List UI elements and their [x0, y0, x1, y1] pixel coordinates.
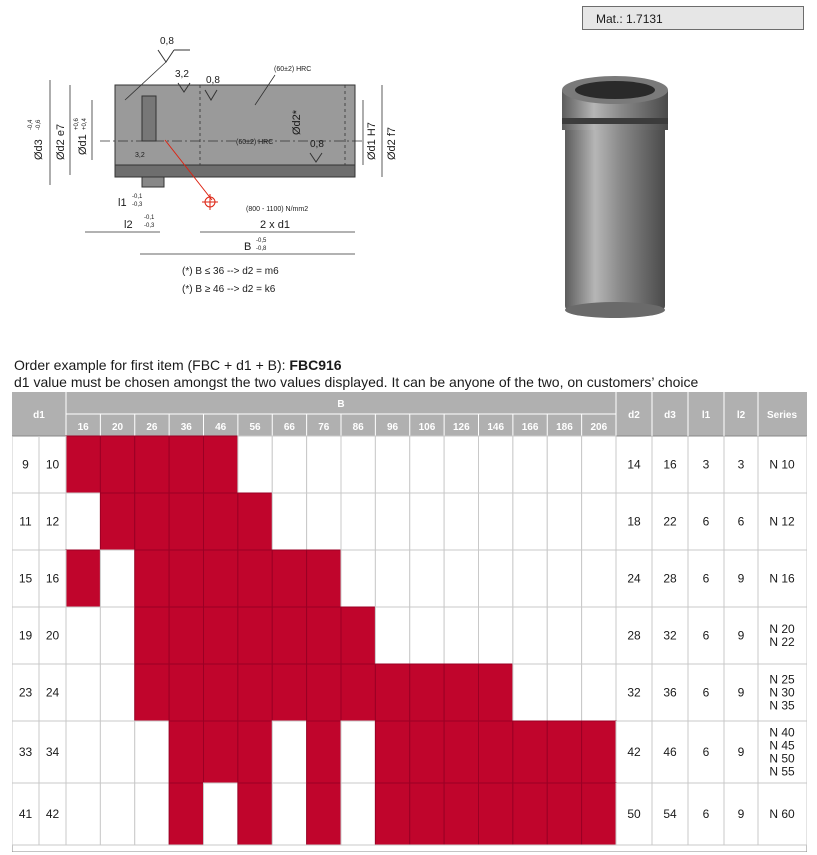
l2-label: l2 [124, 219, 133, 231]
empty-cell [135, 783, 169, 845]
b-header-66: 66 [283, 422, 295, 433]
table-row [12, 436, 807, 493]
available-cell [375, 783, 409, 845]
header-l1: l1 [701, 410, 711, 421]
svg-text:+0,4: +0,4 [82, 118, 88, 130]
empty-cell [66, 783, 100, 845]
available-cell [238, 664, 272, 721]
available-cell [513, 783, 547, 845]
empty-cell [66, 607, 100, 664]
empty-cell [100, 550, 134, 607]
oil-hole [142, 96, 156, 141]
available-cell [547, 721, 581, 783]
available-cell [272, 607, 306, 664]
available-cell [444, 721, 478, 783]
empty-cell [547, 493, 581, 550]
available-cell [307, 550, 341, 607]
available-cell [135, 550, 169, 607]
hardness-label: (60±2) HRC [236, 139, 274, 146]
cell-d1b: 24 [45, 685, 60, 700]
cell-series: N 45 [769, 738, 795, 753]
available-cell [479, 783, 513, 845]
available-cell [204, 493, 238, 550]
available-cell [479, 721, 513, 783]
empty-cell [341, 550, 375, 607]
available-cell [375, 664, 409, 721]
svg-text:-0,8: -0,8 [256, 246, 267, 252]
header-series: Series [766, 410, 798, 421]
empty-cell [410, 493, 444, 550]
empty-cell [444, 550, 478, 607]
empty-cell [479, 493, 513, 550]
available-cell [513, 721, 547, 783]
available-cell [169, 550, 203, 607]
svg-text:-0,3: -0,3 [144, 223, 155, 229]
cell-d2: 50 [627, 807, 641, 821]
empty-cell [100, 664, 134, 721]
cell-d1b: 20 [45, 628, 60, 643]
cell-d3: 28 [663, 571, 677, 586]
cell-l1: 6 [702, 685, 710, 700]
cell-series: N 40 [769, 725, 795, 740]
available-cell [444, 664, 478, 721]
empty-cell [513, 436, 547, 493]
cell-l1: 6 [702, 628, 710, 643]
available-cell [444, 783, 478, 845]
cell-l2: 9 [737, 745, 745, 759]
available-cell [66, 436, 100, 493]
b-label: B [244, 241, 252, 253]
b-header-26: 26 [146, 422, 158, 433]
empty-cell [547, 607, 581, 664]
order-example-code: FBC916 [289, 357, 342, 373]
empty-cell [410, 607, 444, 664]
availability-table [12, 392, 807, 852]
cell-series: N 10 [769, 457, 795, 472]
cell-d1b: 10 [45, 457, 60, 472]
d2f7-label: Ød2 f7 [386, 126, 398, 160]
available-cell [135, 664, 169, 721]
empty-cell [582, 664, 616, 721]
svg-text:-0,1: -0,1 [144, 215, 155, 221]
cell-l1: 6 [702, 514, 710, 529]
empty-cell [547, 436, 581, 493]
table-body [12, 436, 807, 845]
cell-l2: 9 [737, 571, 745, 586]
cell-series: N 12 [769, 514, 795, 529]
empty-cell [135, 721, 169, 783]
cell-l2: 9 [737, 807, 745, 821]
svg-text:-0,3: -0,3 [132, 202, 143, 208]
available-cell [582, 783, 616, 845]
tensile-label: (800 - 1100) N/mm2 [246, 206, 309, 213]
empty-cell [375, 493, 409, 550]
cell-d1a: 15 [18, 571, 33, 586]
empty-cell [547, 664, 581, 721]
b-header-36: 36 [180, 422, 192, 433]
available-cell [169, 436, 203, 493]
d1-label: Ød1 [77, 134, 89, 155]
available-cell [100, 436, 134, 493]
cell-d2: 32 [627, 685, 641, 700]
cell-l2: 6 [737, 514, 745, 529]
cell-l1: 6 [702, 807, 710, 821]
cell-d1b: 34 [45, 745, 60, 759]
cell-d1b: 42 [45, 807, 60, 821]
cell-l1: 3 [702, 457, 710, 472]
cell-series: N 35 [769, 698, 795, 713]
cell-d1a: 11 [19, 514, 32, 529]
cell-series: N 55 [769, 764, 795, 779]
cell-d3: 22 [663, 514, 677, 529]
empty-cell [307, 436, 341, 493]
bushing-bore [575, 81, 655, 99]
available-cell [307, 607, 341, 664]
b-header-16: 16 [77, 422, 89, 433]
b-header-20: 20 [112, 422, 124, 433]
empty-cell [513, 493, 547, 550]
available-cell [272, 664, 306, 721]
two-d1-label: 2 x d1 [260, 219, 290, 231]
available-cell [135, 436, 169, 493]
available-cell [479, 664, 513, 721]
d2e7-label: Ød2 e7 [55, 123, 67, 160]
available-cell [307, 721, 341, 783]
technical-drawing [20, 20, 440, 300]
empty-cell [100, 721, 134, 783]
empty-cell [272, 721, 306, 783]
cell-d1a: 41 [18, 807, 33, 821]
order-note: d1 value must be chosen amongst the two values displayed. It can be anyone of the two, on customers’ choice [14, 374, 699, 390]
available-cell [375, 721, 409, 783]
available-cell [169, 664, 203, 721]
empty-cell [375, 550, 409, 607]
table-row [12, 721, 807, 783]
cell-d1b: 16 [45, 571, 60, 586]
empty-cell [272, 493, 306, 550]
roughness-label: 0,8 [310, 139, 324, 150]
d3-label: Ød3 [33, 139, 45, 160]
available-cell [135, 607, 169, 664]
empty-cell [66, 493, 100, 550]
cell-l1: 6 [702, 745, 710, 759]
cell-series: N 25 [769, 672, 795, 687]
empty-cell [582, 436, 616, 493]
empty-cell [100, 607, 134, 664]
cell-d1a: 19 [18, 628, 33, 643]
table-row [12, 550, 807, 607]
b-header-56: 56 [249, 422, 261, 433]
empty-cell [479, 436, 513, 493]
cell-d1a: 33 [18, 745, 33, 759]
available-cell [135, 493, 169, 550]
material-label: Mat.: 1.7131 [582, 6, 804, 30]
cell-series: N 22 [769, 635, 795, 649]
svg-text:-0,1: -0,1 [132, 194, 143, 200]
empty-cell [375, 436, 409, 493]
cell-d1a: 23 [18, 685, 33, 700]
roughness-icon [158, 50, 174, 62]
note-1: (*) B ≤ 36 --> d2 = m6 [182, 266, 279, 277]
header-d3: d3 [664, 410, 676, 421]
empty-cell [582, 607, 616, 664]
cell-l2: 9 [737, 685, 745, 700]
order-example-text: Order example for first item (FBC + d1 + B): [14, 357, 290, 373]
empty-cell [582, 550, 616, 607]
empty-cell [444, 493, 478, 550]
b-header-76: 76 [318, 422, 330, 433]
available-cell [272, 550, 306, 607]
cell-series: N 60 [769, 807, 795, 821]
available-cell [341, 607, 375, 664]
available-cell [238, 550, 272, 607]
available-cell [204, 436, 238, 493]
available-cell [238, 493, 272, 550]
collar [142, 177, 164, 187]
roughness-label: 3,2 [135, 152, 145, 159]
empty-cell [272, 783, 306, 845]
product-photo [540, 60, 690, 320]
b-header-146: 146 [487, 422, 505, 433]
empty-cell [444, 436, 478, 493]
table-row [12, 664, 807, 721]
empty-cell [341, 721, 375, 783]
empty-cell [204, 783, 238, 845]
header-l2: l2 [736, 410, 746, 421]
empty-cell [341, 493, 375, 550]
empty-cell [307, 493, 341, 550]
cell-d1b: 12 [45, 514, 60, 529]
b-header-86: 86 [352, 422, 364, 433]
available-cell [204, 607, 238, 664]
available-cell [100, 493, 134, 550]
cell-d3: 32 [663, 628, 677, 643]
d2star-label: Ød2* [291, 109, 303, 135]
cell-l2: 9 [737, 628, 745, 643]
cell-d2: 42 [627, 745, 641, 759]
d1h7-label: Ød1 H7 [366, 122, 378, 160]
b-header-186: 186 [556, 422, 573, 433]
available-cell [204, 664, 238, 721]
cell-d3: 54 [663, 807, 677, 821]
empty-cell [341, 436, 375, 493]
header-d1: d1 [33, 410, 45, 421]
cell-d2: 18 [627, 514, 641, 529]
svg-text:-0,5: -0,5 [256, 238, 267, 244]
order-example [14, 357, 342, 373]
available-cell [238, 721, 272, 783]
available-cell [547, 783, 581, 845]
roughness-label: 3,2 [175, 69, 189, 80]
empty-cell [66, 664, 100, 721]
b-header-106: 106 [418, 422, 436, 433]
table-row [12, 493, 807, 550]
svg-text:+0,6: +0,6 [74, 118, 80, 130]
cell-series: N 30 [769, 685, 795, 700]
available-cell [238, 607, 272, 664]
cell-series: N 20 [769, 622, 795, 636]
cell-series: N 16 [769, 571, 795, 586]
header-d2: d2 [628, 410, 640, 421]
empty-cell [272, 436, 306, 493]
empty-cell [66, 721, 100, 783]
bushing-bottom-wall [115, 165, 355, 177]
available-cell [66, 550, 100, 607]
svg-text:-0,6: -0,6 [36, 119, 42, 130]
table-row [12, 783, 807, 845]
note-2: (*) B ≥ 46 --> d2 = k6 [182, 284, 276, 295]
available-cell [169, 721, 203, 783]
available-cell [410, 664, 444, 721]
roughness-label: 0,8 [206, 75, 220, 86]
roughness-label: 0,8 [160, 36, 174, 47]
empty-cell [513, 607, 547, 664]
cell-d1a: 9 [22, 457, 29, 472]
available-cell [410, 783, 444, 845]
cell-series: N 50 [769, 751, 795, 766]
cell-d2: 24 [627, 571, 641, 586]
available-cell [307, 664, 341, 721]
empty-cell [341, 783, 375, 845]
available-cell [582, 721, 616, 783]
cell-d3: 46 [663, 745, 677, 759]
hardness-label: (60±2) HRC [274, 66, 312, 73]
cell-d2: 14 [627, 457, 641, 472]
empty-cell [479, 607, 513, 664]
table-row [12, 607, 807, 664]
empty-cell [410, 550, 444, 607]
empty-cell [513, 664, 547, 721]
b-header-206: 206 [590, 422, 608, 433]
l1-label: l1 [118, 197, 127, 209]
empty-cell [100, 783, 134, 845]
cell-l1: 6 [702, 571, 710, 586]
b-header-126: 126 [452, 422, 470, 433]
cell-l2: 3 [737, 457, 745, 472]
empty-cell [410, 436, 444, 493]
available-cell [169, 493, 203, 550]
empty-cell [444, 607, 478, 664]
empty-cell [375, 607, 409, 664]
header-b: B [337, 399, 345, 410]
empty-cell [238, 436, 272, 493]
bushing-groove [562, 118, 668, 124]
available-cell [169, 607, 203, 664]
available-cell [307, 783, 341, 845]
bushing-shaft [565, 120, 665, 310]
cell-d2: 28 [627, 628, 641, 643]
empty-cell [513, 550, 547, 607]
available-cell [169, 783, 203, 845]
empty-cell [547, 550, 581, 607]
cell-d3: 36 [663, 685, 677, 700]
cell-d3: 16 [663, 457, 677, 472]
available-cell [238, 783, 272, 845]
empty-cell [479, 550, 513, 607]
available-cell [204, 550, 238, 607]
available-cell [410, 721, 444, 783]
b-header-96: 96 [387, 422, 399, 433]
svg-text:-0,4: -0,4 [28, 119, 34, 130]
b-header-166: 166 [521, 422, 539, 433]
available-cell [341, 664, 375, 721]
empty-cell [582, 493, 616, 550]
b-header-46: 46 [215, 422, 227, 433]
available-cell [204, 721, 238, 783]
